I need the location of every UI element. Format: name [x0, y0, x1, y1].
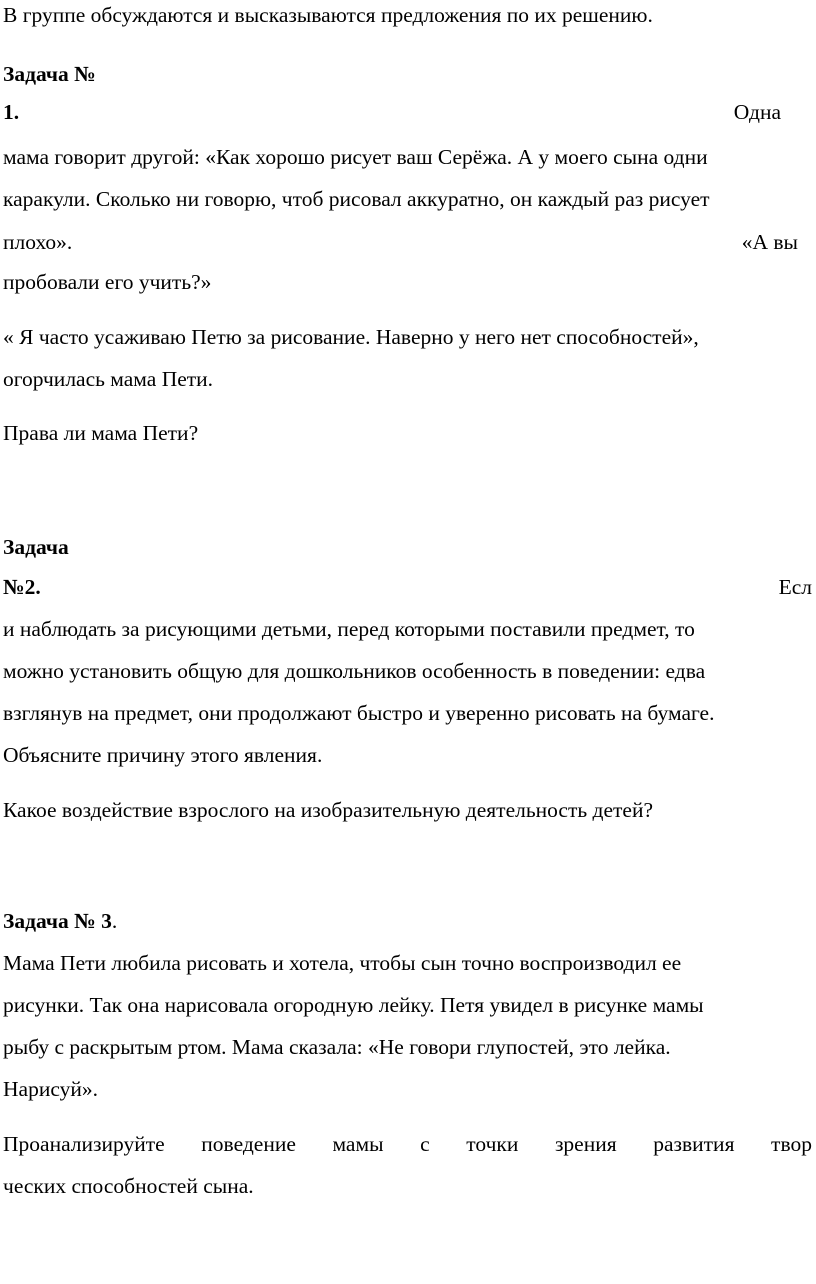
task1-question: Права ли мама Пети?: [3, 421, 199, 445]
task3-text-line: Мама Пети любила рисовать и хотела, чтобы сын точно воспроизводил ее: [3, 951, 682, 975]
task2-heading: Задача: [3, 535, 69, 559]
task1-text-line: мама говорит другой: «Как хорошо рисует ваш Серёжа. А у моего сына одни: [3, 145, 708, 169]
task1-text-line: [3, 232, 812, 254]
intro-paragraph: В группе обсуждаются и высказываются предложения по их решению.: [3, 3, 653, 27]
task3-question-word: поведение: [201, 1132, 296, 1156]
task1-text-right: «А вы: [741, 230, 798, 254]
task3-question-word: точки: [466, 1132, 519, 1156]
task1-text-line: пробовали его учить?»: [3, 270, 212, 294]
task1-text-start: Одна: [733, 100, 781, 124]
task1-text-line: каракули. Сколько ни говорю, чтоб рисовал аккуратно, он каждый раз рисует: [3, 187, 710, 211]
task3-question-word: мамы: [332, 1132, 384, 1156]
task3-text-line: рыбу с раскрытым ртом. Мама сказала: «Не говори глупостей, это лейка.: [3, 1035, 671, 1059]
task3-question-word: твор: [771, 1132, 812, 1156]
task3-question-word: Проанализируйте: [3, 1132, 165, 1156]
task1-text-line: огорчилась мама Пети.: [3, 367, 214, 391]
task1-text-left: плохо».: [3, 230, 73, 254]
task2-text-line: Объясните причину этого явления.: [3, 743, 323, 767]
task3-question-line-end: ческих способностей сына.: [3, 1174, 254, 1198]
task1-number: 1.: [3, 100, 20, 124]
task2-text-line: взглянув на предмет, они продолжают быстро и уверенно рисовать на бумаге.: [3, 701, 715, 725]
task1-heading-line: [3, 102, 812, 124]
task1-heading: Задача №: [3, 62, 96, 86]
task2-text-line: и наблюдать за рисующими детьми, перед которыми поставили предмет, то: [3, 617, 695, 641]
task3-question-word: зрения: [554, 1132, 617, 1156]
task2-text-line: можно установить общую для дошкольников особенность в поведении: едва: [3, 659, 706, 683]
task3-question-word: развития: [653, 1132, 735, 1156]
task2-number: №2.: [3, 575, 41, 599]
task2-text-start: Есл: [778, 575, 812, 599]
task3-question-word: с: [420, 1132, 430, 1156]
task3-question-line: [3, 1134, 812, 1156]
task3-heading-label: Задача № 3: [3, 909, 112, 933]
task3-text-line: Нарисуй».: [3, 1077, 98, 1101]
task2-heading-line: [3, 577, 812, 599]
task3-text-line: рисунки. Так она нарисовала огородную лейку. Петя увидел в рисунке мамы: [3, 993, 704, 1017]
task3-heading: [3, 911, 812, 933]
task2-question: Какое воздействие взрослого на изобразительную деятельность детей?: [3, 798, 654, 822]
task1-text-line: « Я часто усаживаю Петю за рисование. Наверно у него нет способностей»,: [3, 325, 699, 349]
task3-heading-dot: .: [111, 909, 118, 933]
